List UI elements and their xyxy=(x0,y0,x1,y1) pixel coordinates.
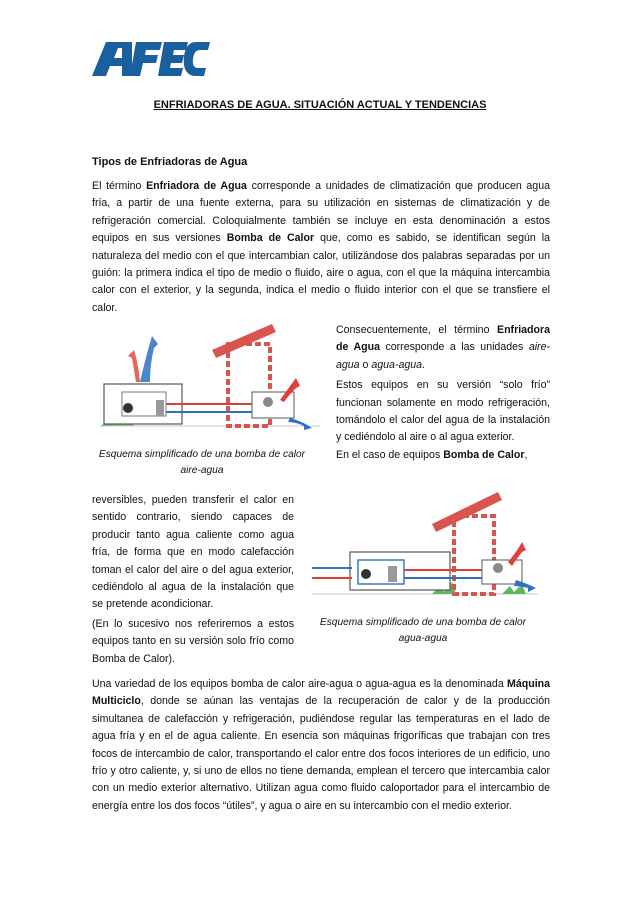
paragraph-consecuentemente: Consecuentemente, el término Enfriadora de Agua corresponde a las unidades aire-agua o agua-agua. Estos equipos en su versión “solo frío” funcionan solamente en modo refrigeración, tomándolo el calor del agua de la instalación y cediéndolo al aire o al agua exterior. En el caso de equipos Bomba de Calor, xyxy=(336,324,551,461)
page-title: ENFRIADORAS DE AGUA. SITUACIÓN ACTUAL Y TENDENCIAS xyxy=(153,99,487,111)
paragraph-intro: El término Enfriadora de Agua corresponde a unidades de climatización que producen agua fría, a partir de una fuente externa, para su utilización en sistemas de climatización y de refrigeración comercial. Coloquialmente también se incluye en esta denominación a estos equipos en sus versiones Bomba de Calor que, como es sabido, se identifican según la naturaleza del medio con el que intercambian calor, utilizándose dos palabras separadas por un guión: la primera indica el tipo de medio o fluido, aire o agua, con el que la máquina intercambia calor con el exterior, y la segunda, indica el medio o fluido interior con el que se transfiere el calor. xyxy=(92,180,550,314)
paragraph-multiciclo: Una variedad de los equipos bomba de calor aire-agua o agua-agua es la denominada Máquina Multiciclo, donde se aúnan las ventajas de la recuperación de calor y de la producción simultanea de calefacción y refrigeración, pudiéndose regular las temperaturas en el lado de agua fría y en el de agua caliente. En esencia son máquinas frigoríficas que trabajan con tres focos de intercambio de calor, transportando el calor entre dos focos interiores de un edificio, uno frío y otro caliente, y, si uno de ellos no tiene demanda, emplean el tercero que intercambia calor con un medio exterior alternativo. Utilizan agua como fluido caloportador para el intercambio de energía entre los dos focos “útiles”, y agua o aire en su intercambio con el medio exterior. xyxy=(92,678,550,812)
logo-text: AFEC xyxy=(92,36,95,37)
afec-logo xyxy=(92,36,210,78)
figure-caption-air-water: Esquema simplificado de una bomba de calor aire-agua xyxy=(98,449,306,476)
diagram-air-water-heat-pump xyxy=(100,322,320,440)
section-heading: Tipos de Enfriadoras de Agua xyxy=(92,156,248,168)
paragraph-reversibles: reversibles, pueden transferir el calor en sentido contrario, siendo capaces de producir tanto agua caliente como agua fría, de forma que en modo calefacción toman el calor del aire o del agua exterior, cediéndolo al agua de la instalación que se pretende acondicionar. xyxy=(92,494,294,611)
figure-caption-water-water: Esquema simplificado de una bomba de calor agua-agua xyxy=(319,617,527,644)
diagram-water-water-heat-pump xyxy=(312,488,538,606)
paragraph-sucesivo: (En lo sucesivo nos referiremos a estos equipos tanto en su versión solo frío como Bomba de Calor). xyxy=(92,618,294,665)
